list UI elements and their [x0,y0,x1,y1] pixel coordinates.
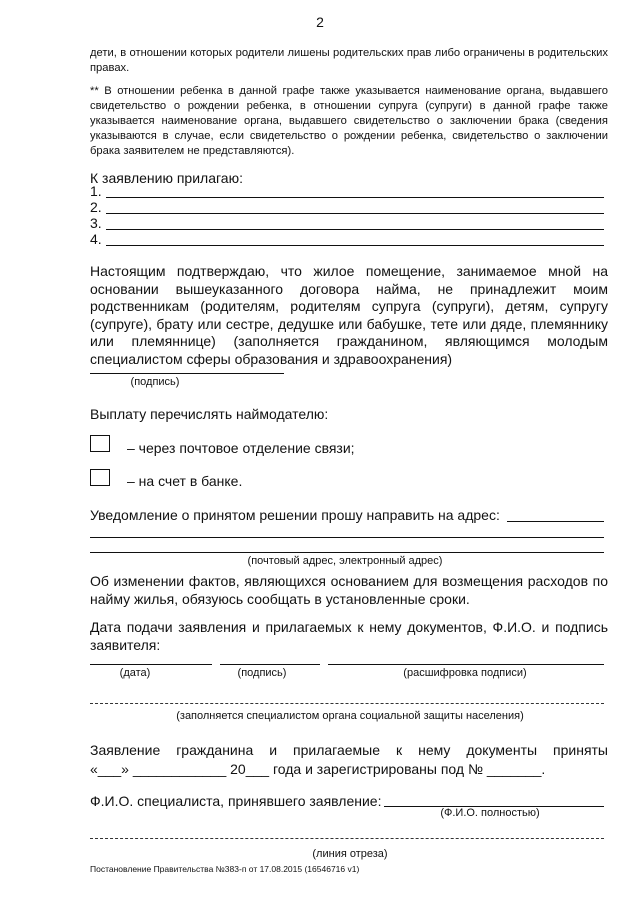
notify-text: Уведомление о принятом решении прошу направить на адрес: [90,507,500,523]
accepted-line-2: «___» ____________ 20___ года и зарегистрированы под № _______. [90,761,546,777]
applicant-signature-line[interactable] [220,664,320,665]
address-line-3[interactable] [90,552,604,553]
bank-account-option: – на счет в банке. [127,473,243,489]
post-office-checkbox[interactable] [90,435,110,452]
attach-line-1[interactable] [106,197,604,198]
confirm-text: Настоящим подтверждаю, что жилое помещение, занимаемое мной на основании вышеуказанного договора найма, не принадлежит моим родственникам (родителям, родителям супруга (супруги), детям, супругу (супруге), брату или сестре, дедушке или бабушке, тете или дяде, племяннику или племяннице) (заполняется гражданином, являющимся молодым специалистом сферы образования и здравоохранения) [90,263,608,367]
address-caption: (почтовый адрес, электронный адрес) [247,555,443,567]
fio-caption: (Ф.И.О. полностью) [440,807,540,819]
confirm-signature-line[interactable] [90,373,284,374]
post-office-option: – через почтовое отделение связи; [127,440,355,456]
footnote-tail: дети, в отношении которых родители лишены родительских прав либо ограничены в родительских правах. [90,47,608,74]
attach-item-4: 4. [90,231,102,247]
bank-account-checkbox[interactable] [90,469,110,486]
address-line-2[interactable] [90,537,604,538]
date-text: Дата подачи заявления и прилагаемых к нему документов, Ф.И.О. и подпись заявителя: [90,619,608,653]
attach-heading: К заявлению прилагаю: [90,170,243,186]
changes-text: Об изменении фактов, являющихся основанием для возмещения расходов по найму жилья, обязуюсь сообщать в установленные сроки. [90,573,608,607]
address-line-1[interactable] [507,521,604,522]
applicant-signature-caption: (подпись) [237,667,287,679]
attach-item-3: 3. [90,215,102,231]
attach-line-4[interactable] [106,245,604,246]
attach-item-2: 2. [90,199,102,215]
transcript-caption: (расшифровка подписи) [403,667,527,679]
date-line[interactable] [90,664,212,665]
attach-line-3[interactable] [106,229,604,230]
cut-line [90,838,604,839]
cut-caption: (линия отреза) [312,848,388,860]
attach-line-2[interactable] [106,213,604,214]
signature-caption: (подпись) [130,376,180,388]
payment-heading: Выплату перечислять наймодателю: [90,406,329,422]
specialist-caption: (заполняется специалистом органа социальной защиты населения) [176,710,524,722]
date-caption: (дата) [119,667,151,679]
footer-note: Постановление Правительства №383-п от 17.08.2015 (16546716 v1) [90,864,360,874]
attach-item-1: 1. [90,183,102,199]
accepted-line-1: Заявление гражданина и прилагаемые к нему документы приняты [90,742,608,758]
page-number: 2 [316,14,324,30]
signature-transcript-line[interactable] [328,664,604,665]
specialist-name-label: Ф.И.О. специалиста, принявшего заявление: [90,793,382,809]
footnote-2: ** В отношении ребенка в данной графе также указывается наименование органа, выдавшего свидетельство о рождении ребенка, в отношении супруга (супруги) в данной графе также указывается наименование органа, выдавшего свидетельство о заключении брака (сведения указываются в случае, если свидетельство о рождении ребенка, свидетельство о заключении брака заявителем не представляются). [90,85,608,157]
specialist-dashed-line [90,703,604,704]
